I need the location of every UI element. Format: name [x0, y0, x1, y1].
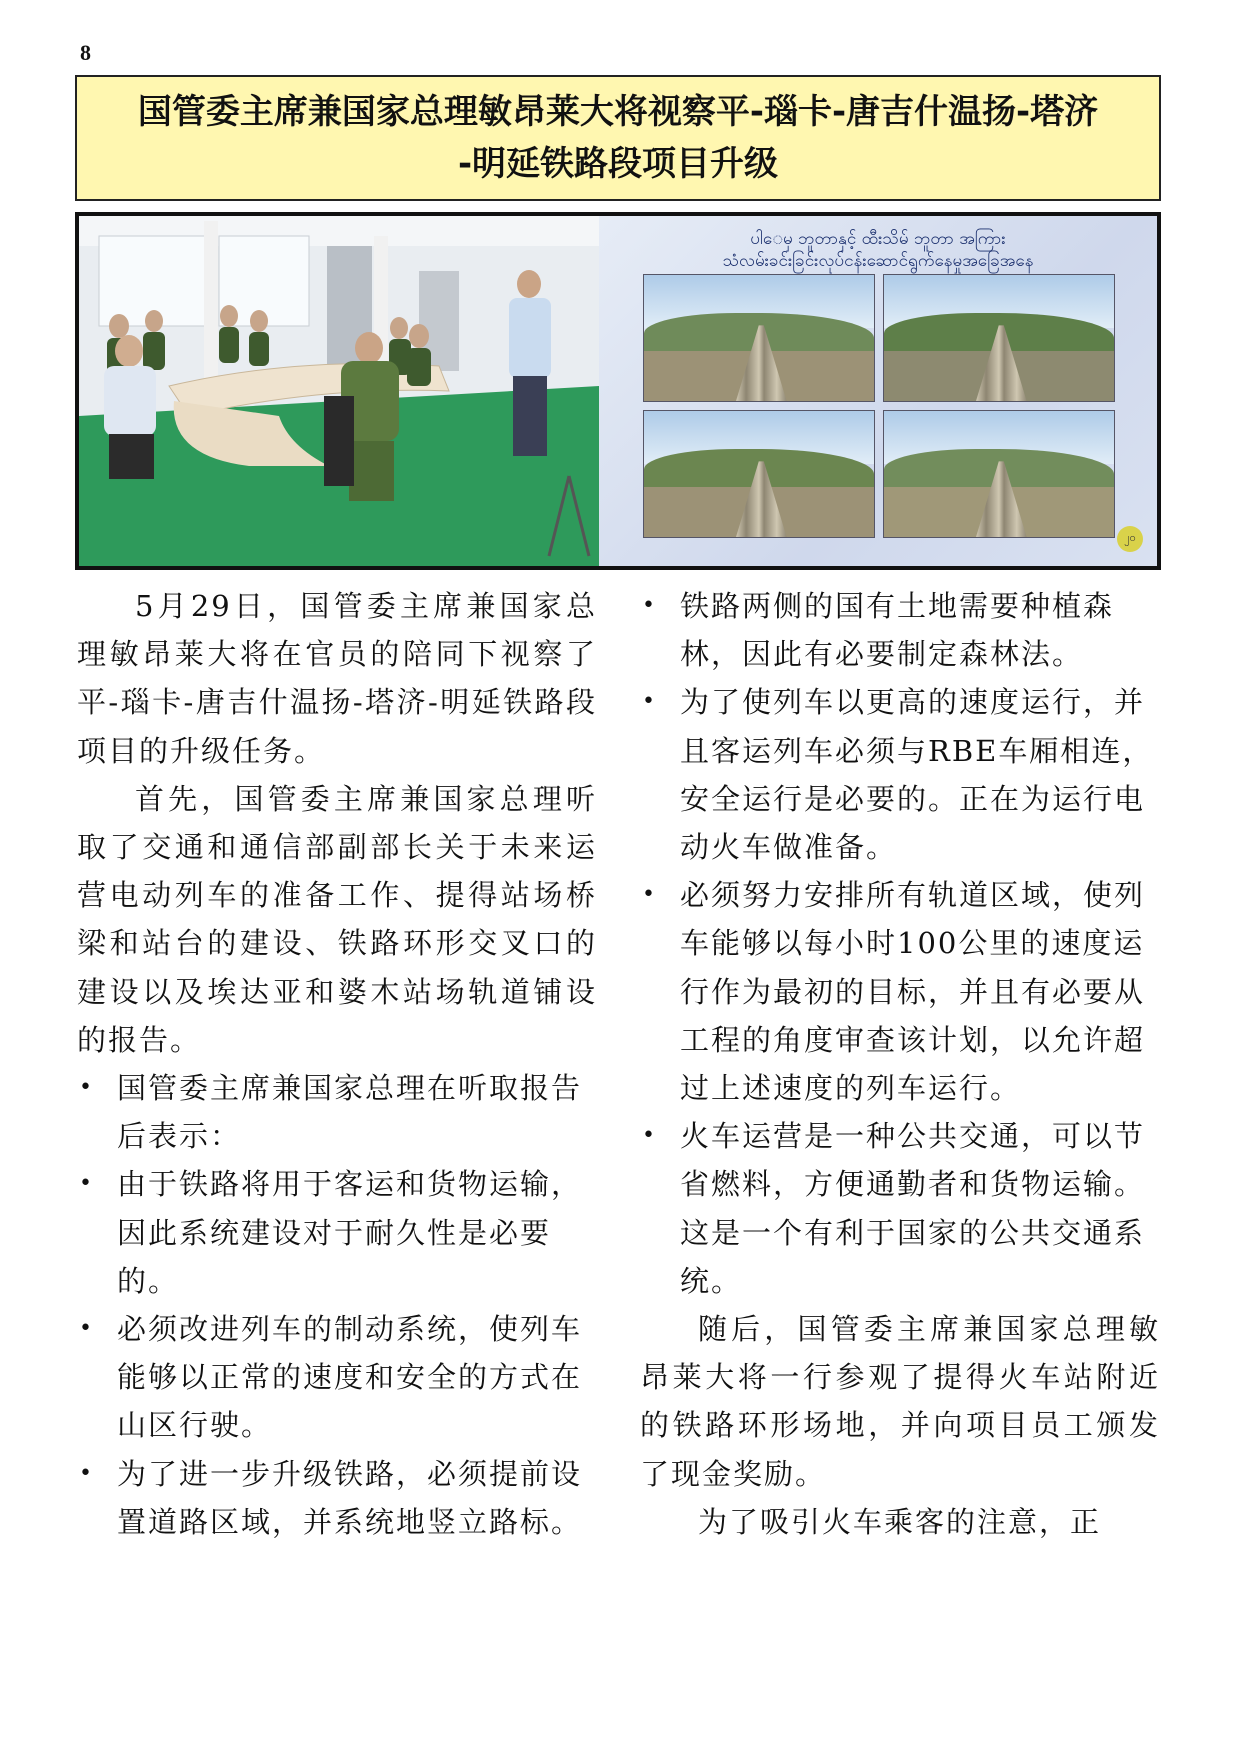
paragraph-2: 首先，国管委主席兼国家总理听取了交通和通信部副部长关于未来运营电动列车的准备工作、提得站场桥梁和站台的建设、铁路环形交叉口的建设以及埃达亚和婆木站场轨道铺设的报告。 — [77, 781, 597, 1057]
meeting-room-photo — [79, 216, 599, 566]
slide-number-badge: ၂၀ — [1117, 526, 1143, 552]
bullet-item: • 为了进一步升级铁路，必须提前设置道路区域，并系统地竖立路标。 — [77, 1450, 597, 1546]
slide-railway-photo-3 — [643, 410, 875, 538]
paragraph-1: 5月29日，国管委主席兼国家总理敏昂莱大将在官员的陪同下视察了平-瑙卡-唐吉什温扬-塔济-明延铁路段项目的升级任务。 — [77, 589, 597, 768]
bullet-item: • 铁路两侧的国有土地需要种植森林，因此有必要制定森林法。 — [640, 582, 1160, 678]
slide-railway-photo-2 — [883, 274, 1115, 402]
article-title-box — [75, 75, 1161, 201]
slide-railway-photo-4 — [883, 410, 1115, 538]
paragraph-4: 为了吸引火车乘客的注意，正 — [698, 1504, 1102, 1539]
title-line-1: 国管委主席兼国家总理敏昂莱大将视察平-瑙卡-唐吉什温扬-塔济 — [137, 92, 1099, 132]
bullet-item: • 国管委主席兼国家总理在听取报告后表示： — [77, 1064, 597, 1160]
presentation-slide — [599, 216, 1157, 566]
bullet-item: • 由于铁路将用于客运和货物运输，因此系统建设对于耐久性是必要的。 — [77, 1160, 597, 1305]
article-photo — [75, 212, 1161, 570]
paragraph-3: 随后，国管委主席兼国家总理敏昂莱大将一行参观了提得火车站附近的铁路环形场地，并向项目员工颁发了现金奖励。 — [640, 1312, 1160, 1491]
meeting-scene — [79, 216, 599, 566]
page-number: 8 — [80, 40, 91, 65]
bullet-item: • 必须改进列车的制动系统，使列车能够以正常的速度和安全的方式在山区行驶。 — [77, 1305, 597, 1450]
title-line-2: -明延铁路段项目升级 — [457, 144, 779, 184]
bullet-item: • 为了使列车以更高的速度运行，并且客运列车必须与RBE车厢相连，安全运行是必要的。正在为运行电动火车做准备。 — [640, 678, 1160, 871]
slide-caption-line-1: ပါေမှ ဘူတာနှင့် ထီးသိမ် ဘူတာ အကြား — [750, 229, 1006, 249]
bullet-item: • 必须努力安排所有轨道区域，使列车能够以每小时100公里的速度运行作为最初的目标，并且有必要从工程的角度审查该计划，以允许超过上述速度的列车运行。 — [640, 871, 1160, 1112]
bullet-item: • 火车运营是一种公共交通，可以节省燃料，方便通勤者和货物运输。这是一个有利于国家的公共交通系统。 — [640, 1112, 1160, 1305]
slide-railway-photo-1 — [643, 274, 875, 402]
right-column — [640, 582, 1160, 1546]
slide-caption-line-2: သံလမ်းခင်းခြင်းလုပ်ငန်းဆောင်ရွက်နေမှုအခြေအနေ — [722, 251, 1034, 271]
left-column — [77, 582, 597, 1546]
